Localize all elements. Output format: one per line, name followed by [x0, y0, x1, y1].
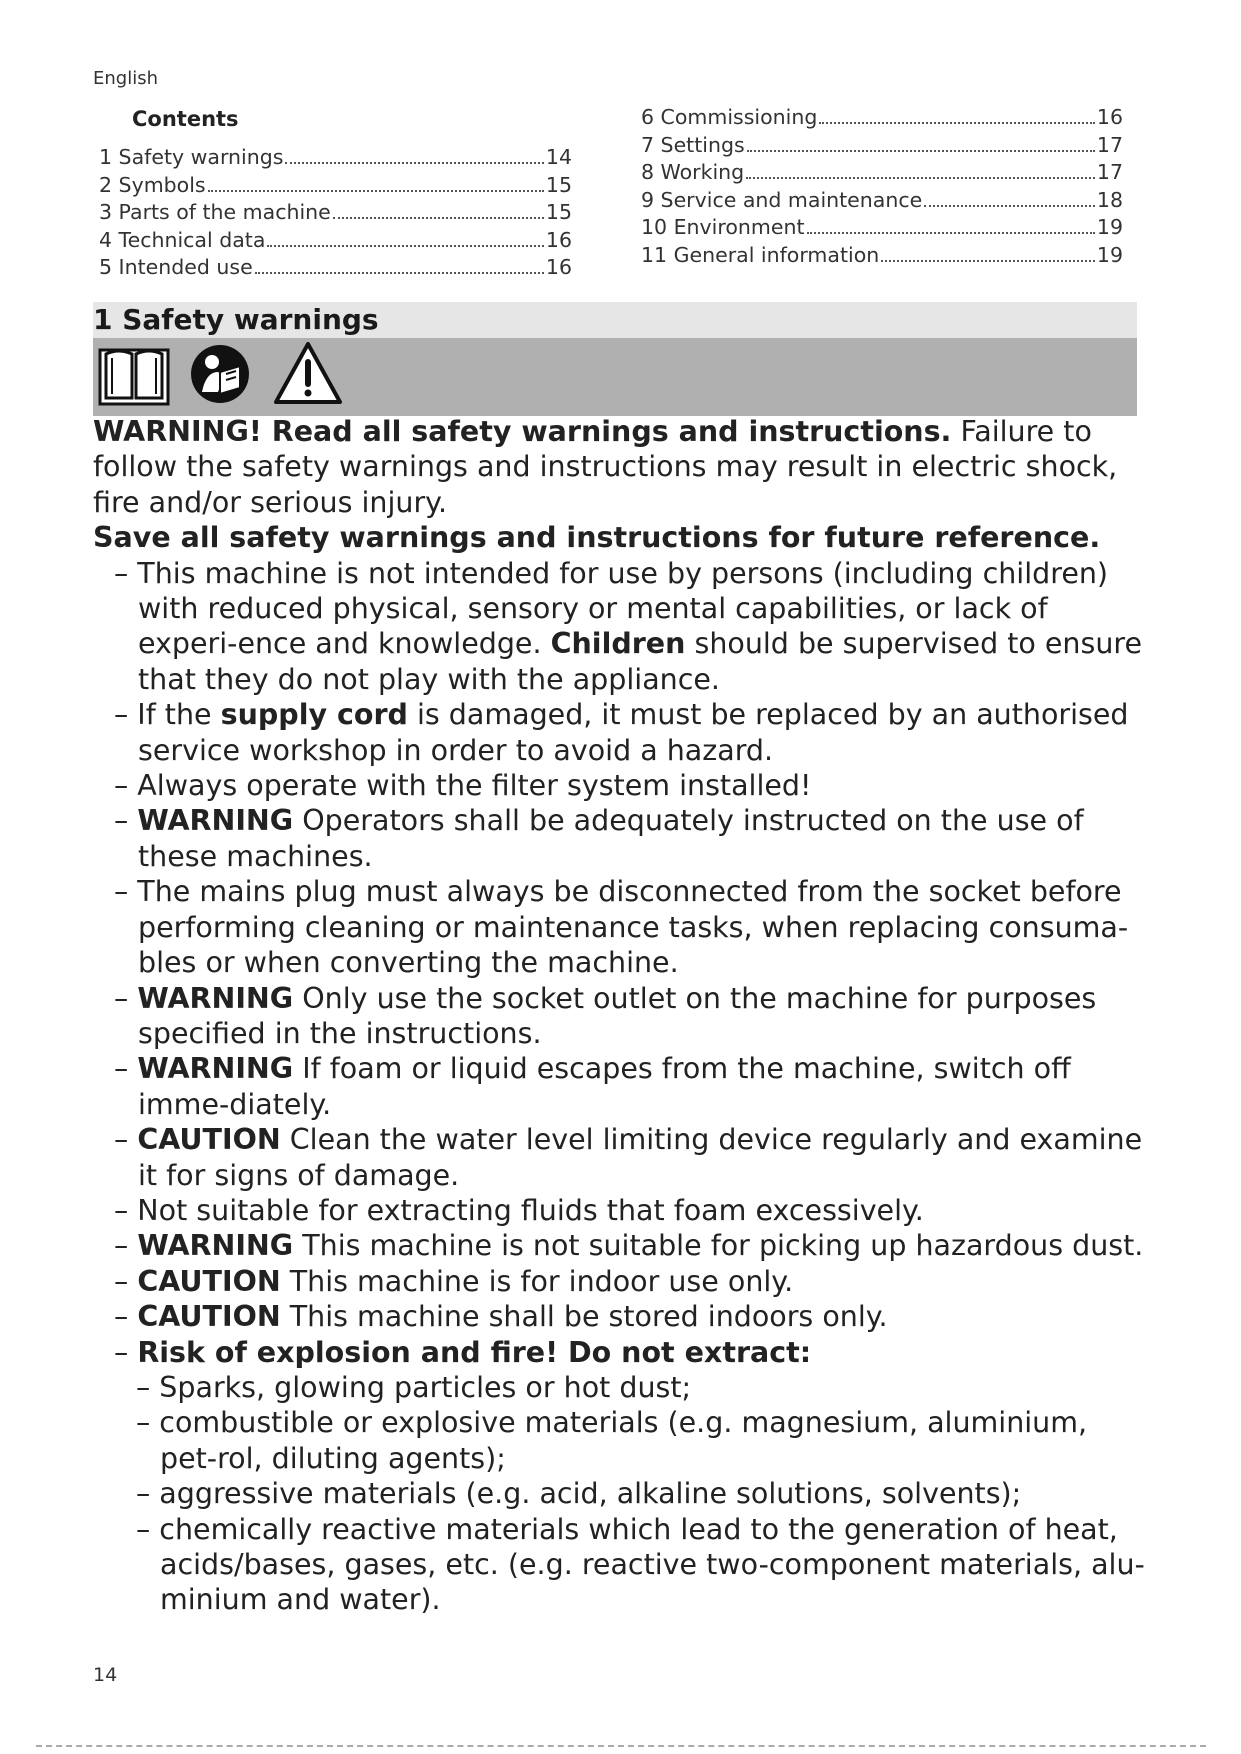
list-item: – If the supply cord is damaged, it must be replaced by an authorised service workshop in order to avoid a hazard.: [114, 698, 1129, 767]
manual-book-icon: [98, 344, 170, 412]
toc-entry[interactable]: 5 Intended use 16: [99, 255, 572, 279]
contents-title: Contents: [132, 107, 239, 131]
toc-entry[interactable]: 9 Service and maintenance 18: [641, 187, 1123, 212]
list-item: – WARNING Operators shall be adequately instructed on the use of these machines.: [114, 804, 1084, 873]
risk-list-item: – aggressive materials (e.g. acid, alkaline solutions, solvents);: [136, 1477, 1022, 1511]
risk-list-item: – chemically reactive materials which lead to the generation of heat, acids/bases, gases, etc. (e.g. reactive two-component materials, alu-minium and water).: [136, 1512, 1145, 1617]
risk-list-item: – Sparks, glowing particles or hot dust;: [136, 1370, 692, 1404]
language-label: English: [93, 68, 158, 89]
list-item: – Always operate with the filter system installed!: [114, 769, 812, 803]
save-note: Save all safety warnings and instructions for future reference.: [93, 521, 1101, 555]
toc-left-column: [99, 144, 572, 282]
toc-right-column: [641, 104, 1123, 269]
toc-entry[interactable]: 2 Symbols 15: [99, 172, 572, 197]
list-item: – WARNING If foam or liquid escapes from the machine, switch off imme-diately.: [114, 1052, 1071, 1121]
toc-entry[interactable]: 7 Settings 17: [641, 132, 1123, 157]
section-title: 1 Safety warnings: [93, 303, 379, 336]
list-item: – WARNING This machine is not suitable for picking up hazardous dust.: [114, 1229, 1144, 1263]
toc-entry[interactable]: 1 Safety warnings 14: [99, 145, 572, 169]
section-header: [93, 302, 1137, 338]
list-item: – WARNING Only use the socket outlet on the machine for purposes specified in the instructions.: [114, 981, 1097, 1050]
read-manual-icon: [188, 342, 252, 410]
list-item: – CAUTION Clean the water level limiting device regularly and examine it for signs of damage.: [114, 1123, 1143, 1192]
intro-paragraph: WARNING! Read all safety warnings and instructions. Failure to follow the safety warnings and instructions may result in electric shock, fire and/or serious injury.: [93, 415, 1118, 519]
safety-icon-band: [93, 338, 1137, 416]
toc-entry[interactable]: 6 Commissioning 16: [641, 105, 1123, 129]
risk-heading: – Risk of explosion and fire! Do not extract:: [114, 1335, 812, 1369]
risk-list-item: – combustible or explosive materials (e.g. magnesium, aluminium, pet-rol, diluting agents);: [136, 1406, 1088, 1475]
toc-entry[interactable]: 10 Environment 19: [641, 215, 1123, 239]
toc-entry[interactable]: 4 Technical data 16: [99, 227, 572, 252]
warning-triangle-icon: [273, 340, 343, 410]
toc-entry[interactable]: 11 General information 19: [641, 242, 1123, 267]
list-item: – The mains plug must always be disconnected from the socket before performing cleaning or maintenance tasks, when replacing consuma-bles or when converting the machine.: [114, 875, 1129, 980]
footer-divider: [36, 1745, 1206, 1747]
safety-warnings-body: [93, 414, 1148, 1618]
list-item: – CAUTION This machine is for indoor use only.: [114, 1264, 794, 1298]
toc-entry[interactable]: 3 Parts of the machine 15: [99, 200, 572, 224]
list-item: – Not suitable for extracting fluids that foam excessively.: [114, 1193, 924, 1227]
list-item: – CAUTION This machine shall be stored indoors only.: [114, 1300, 888, 1334]
toc-entry[interactable]: 8 Working 17: [641, 160, 1123, 184]
page-number: 14: [93, 1664, 118, 1686]
list-item: – This machine is not intended for use by persons (including children) with reduced physical, sensory or mental capabilities, or lack of experi-ence and knowledge. Children should be supervised to ensure that they do not play with the appliance.: [114, 556, 1143, 696]
